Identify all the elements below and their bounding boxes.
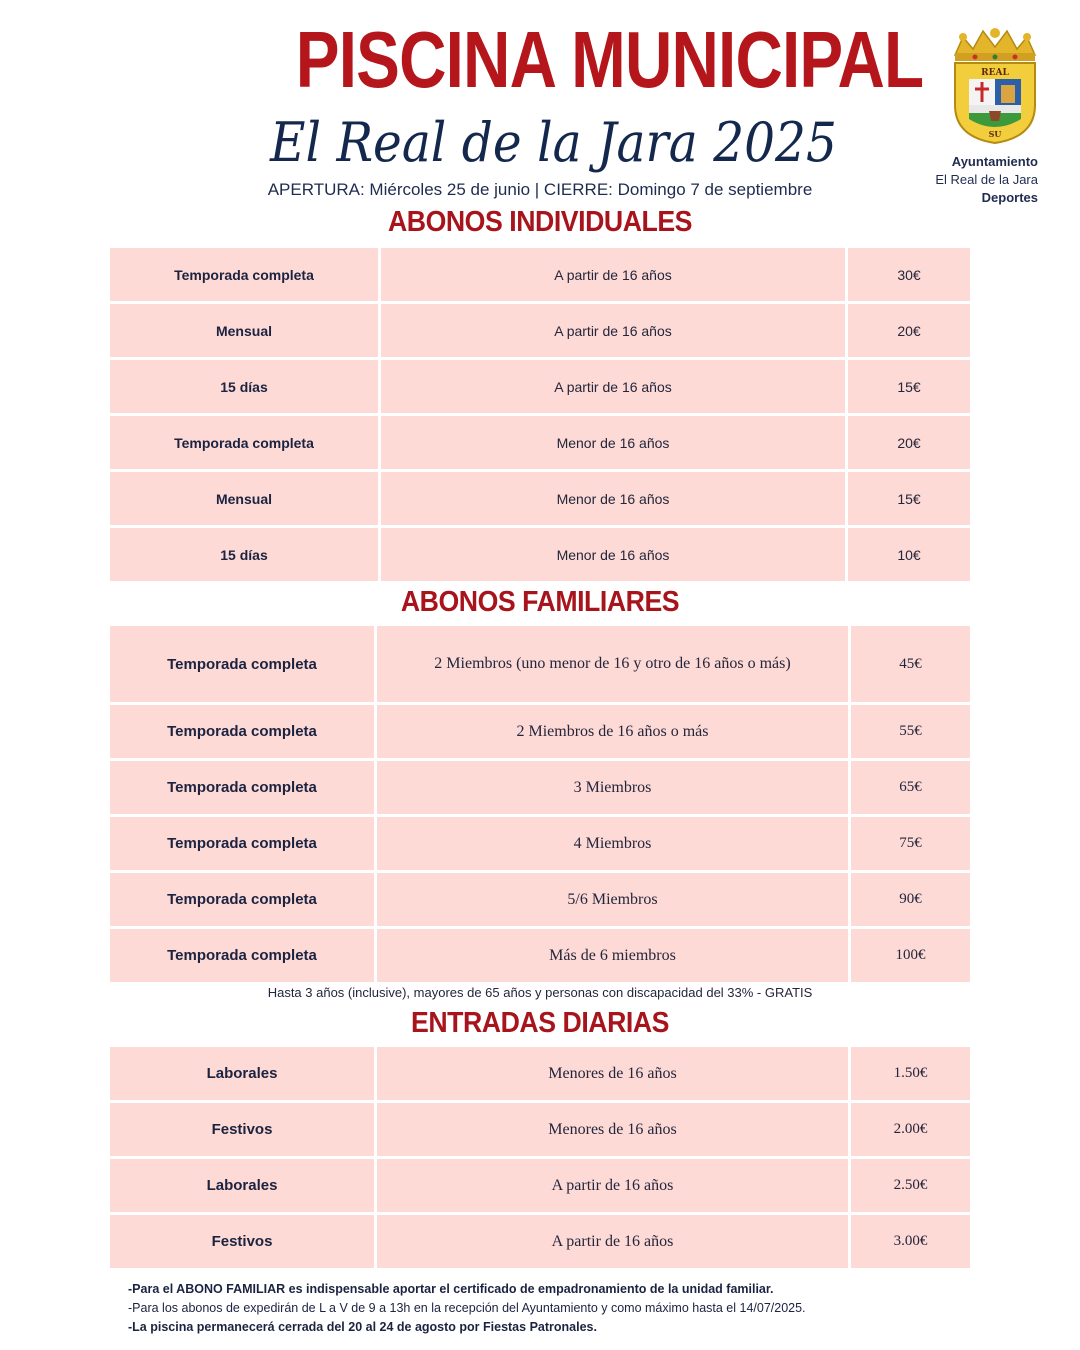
table-row <box>110 817 970 870</box>
pass-type: Temporada completa <box>110 873 374 926</box>
entry-type: Laborales <box>110 1047 374 1100</box>
organization-block <box>935 153 1038 207</box>
pass-price: 15€ <box>848 472 970 525</box>
pass-type: Temporada completa <box>110 705 374 758</box>
table-individuales <box>110 248 970 584</box>
pass-price: 90€ <box>851 873 970 926</box>
entry-type: Festivos <box>110 1215 374 1268</box>
table-row <box>110 304 970 357</box>
org-line-1: Ayuntamiento <box>951 154 1038 169</box>
table-row <box>110 929 970 982</box>
footer-notes <box>128 1280 806 1337</box>
table-row <box>110 360 970 413</box>
pass-price: 65€ <box>851 761 970 814</box>
pass-type: Temporada completa <box>110 626 374 702</box>
entry-price: 2.00€ <box>851 1103 970 1156</box>
crown-icon <box>955 28 1035 61</box>
entry-type: Festivos <box>110 1103 374 1156</box>
pass-eligibility: A partir de 16 años <box>381 304 845 357</box>
table-row <box>110 472 970 525</box>
season-dates: APERTURA: Miércoles 25 de junio | CIERRE: Domingo 7 de septiembre <box>267 180 813 199</box>
table-row <box>110 1159 970 1212</box>
pass-price: 20€ <box>848 416 970 469</box>
pass-eligibility: Menor de 16 años <box>381 472 845 525</box>
footer-note-1: -Para el ABONO FAMILIAR es indispensable aportar el certificado de empadronamiento de la unidad familiar. <box>128 1282 774 1296</box>
table-row <box>110 248 970 301</box>
pass-type: Temporada completa <box>110 248 378 301</box>
coat-of-arms-icon <box>945 25 1045 150</box>
entry-eligibility: A partir de 16 años <box>377 1215 848 1268</box>
pass-eligibility: 2 Miembros (uno menor de 16 y otro de 16 años o más) <box>377 626 848 702</box>
pass-price: 30€ <box>848 248 970 301</box>
table-row <box>110 1047 970 1100</box>
section-title-familiares: ABONOS FAMILIARES <box>400 586 680 618</box>
pass-type: Temporada completa <box>110 761 374 814</box>
pass-type: Mensual <box>110 472 378 525</box>
pass-type: 15 días <box>110 528 378 581</box>
table-row <box>110 705 970 758</box>
pass-type: 15 días <box>110 360 378 413</box>
entry-price: 3.00€ <box>851 1215 970 1268</box>
pass-price: 15€ <box>848 360 970 413</box>
svg-text:SU: SU <box>988 129 1002 139</box>
pass-price: 100€ <box>851 929 970 982</box>
entry-price: 2.50€ <box>851 1159 970 1212</box>
table-row <box>110 1103 970 1156</box>
entry-type: Laborales <box>110 1159 374 1212</box>
pass-price: 20€ <box>848 304 970 357</box>
pass-price: 45€ <box>851 626 970 702</box>
table-row <box>110 761 970 814</box>
table-row <box>110 1215 970 1268</box>
page-subtitle: El Real de la Jara 2025 <box>270 111 837 174</box>
pass-type: Temporada completa <box>110 416 378 469</box>
pass-eligibility: 3 Miembros <box>377 761 848 814</box>
pass-price: 10€ <box>848 528 970 581</box>
pass-eligibility: Menor de 16 años <box>381 416 845 469</box>
pass-eligibility: Más de 6 miembros <box>377 929 848 982</box>
table-familiares <box>110 626 970 985</box>
entry-eligibility: Menores de 16 años <box>377 1047 848 1100</box>
pass-eligibility: Menor de 16 años <box>381 528 845 581</box>
table-row <box>110 626 970 702</box>
footer-note-2: -Para los abonos de expedirán de L a V de 9 a 13h en la recepción del Ayuntamiento y como máximo hasta el 14/07/2025. <box>128 1301 806 1315</box>
pass-price: 55€ <box>851 705 970 758</box>
pass-eligibility: 5/6 Miembros <box>377 873 848 926</box>
svg-text:REAL: REAL <box>981 68 1009 78</box>
pass-type: Mensual <box>110 304 378 357</box>
pass-price: 75€ <box>851 817 970 870</box>
table-row <box>110 416 970 469</box>
entry-eligibility: A partir de 16 años <box>377 1159 848 1212</box>
pass-eligibility: 2 Miembros de 16 años o más <box>377 705 848 758</box>
page-title: PISCINA MUNICIPAL <box>295 15 924 104</box>
section-title-entradas: ENTRADAS DIARIAS <box>411 1007 669 1039</box>
pass-eligibility: 4 Miembros <box>377 817 848 870</box>
org-line-3: Deportes <box>981 190 1038 205</box>
pass-eligibility: A partir de 16 años <box>381 248 845 301</box>
pass-eligibility: A partir de 16 años <box>381 360 845 413</box>
table-row <box>110 528 970 581</box>
entry-eligibility: Menores de 16 años <box>377 1103 848 1156</box>
org-line-2: El Real de la Jara <box>935 172 1038 187</box>
pass-type: Temporada completa <box>110 817 374 870</box>
table-row <box>110 873 970 926</box>
free-entry-note: Hasta 3 años (inclusive), mayores de 65 años y personas con discapacidad del 33% - GRATIS <box>267 985 813 1000</box>
table-entradas <box>110 1047 970 1271</box>
footer-note-3: -La piscina permanecerá cerrada del 20 al 24 de agosto por Fiestas Patronales. <box>128 1320 597 1334</box>
entry-price: 1.50€ <box>851 1047 970 1100</box>
pass-type: Temporada completa <box>110 929 374 982</box>
section-title-individuales: ABONOS INDIVIDUALES <box>387 206 693 238</box>
